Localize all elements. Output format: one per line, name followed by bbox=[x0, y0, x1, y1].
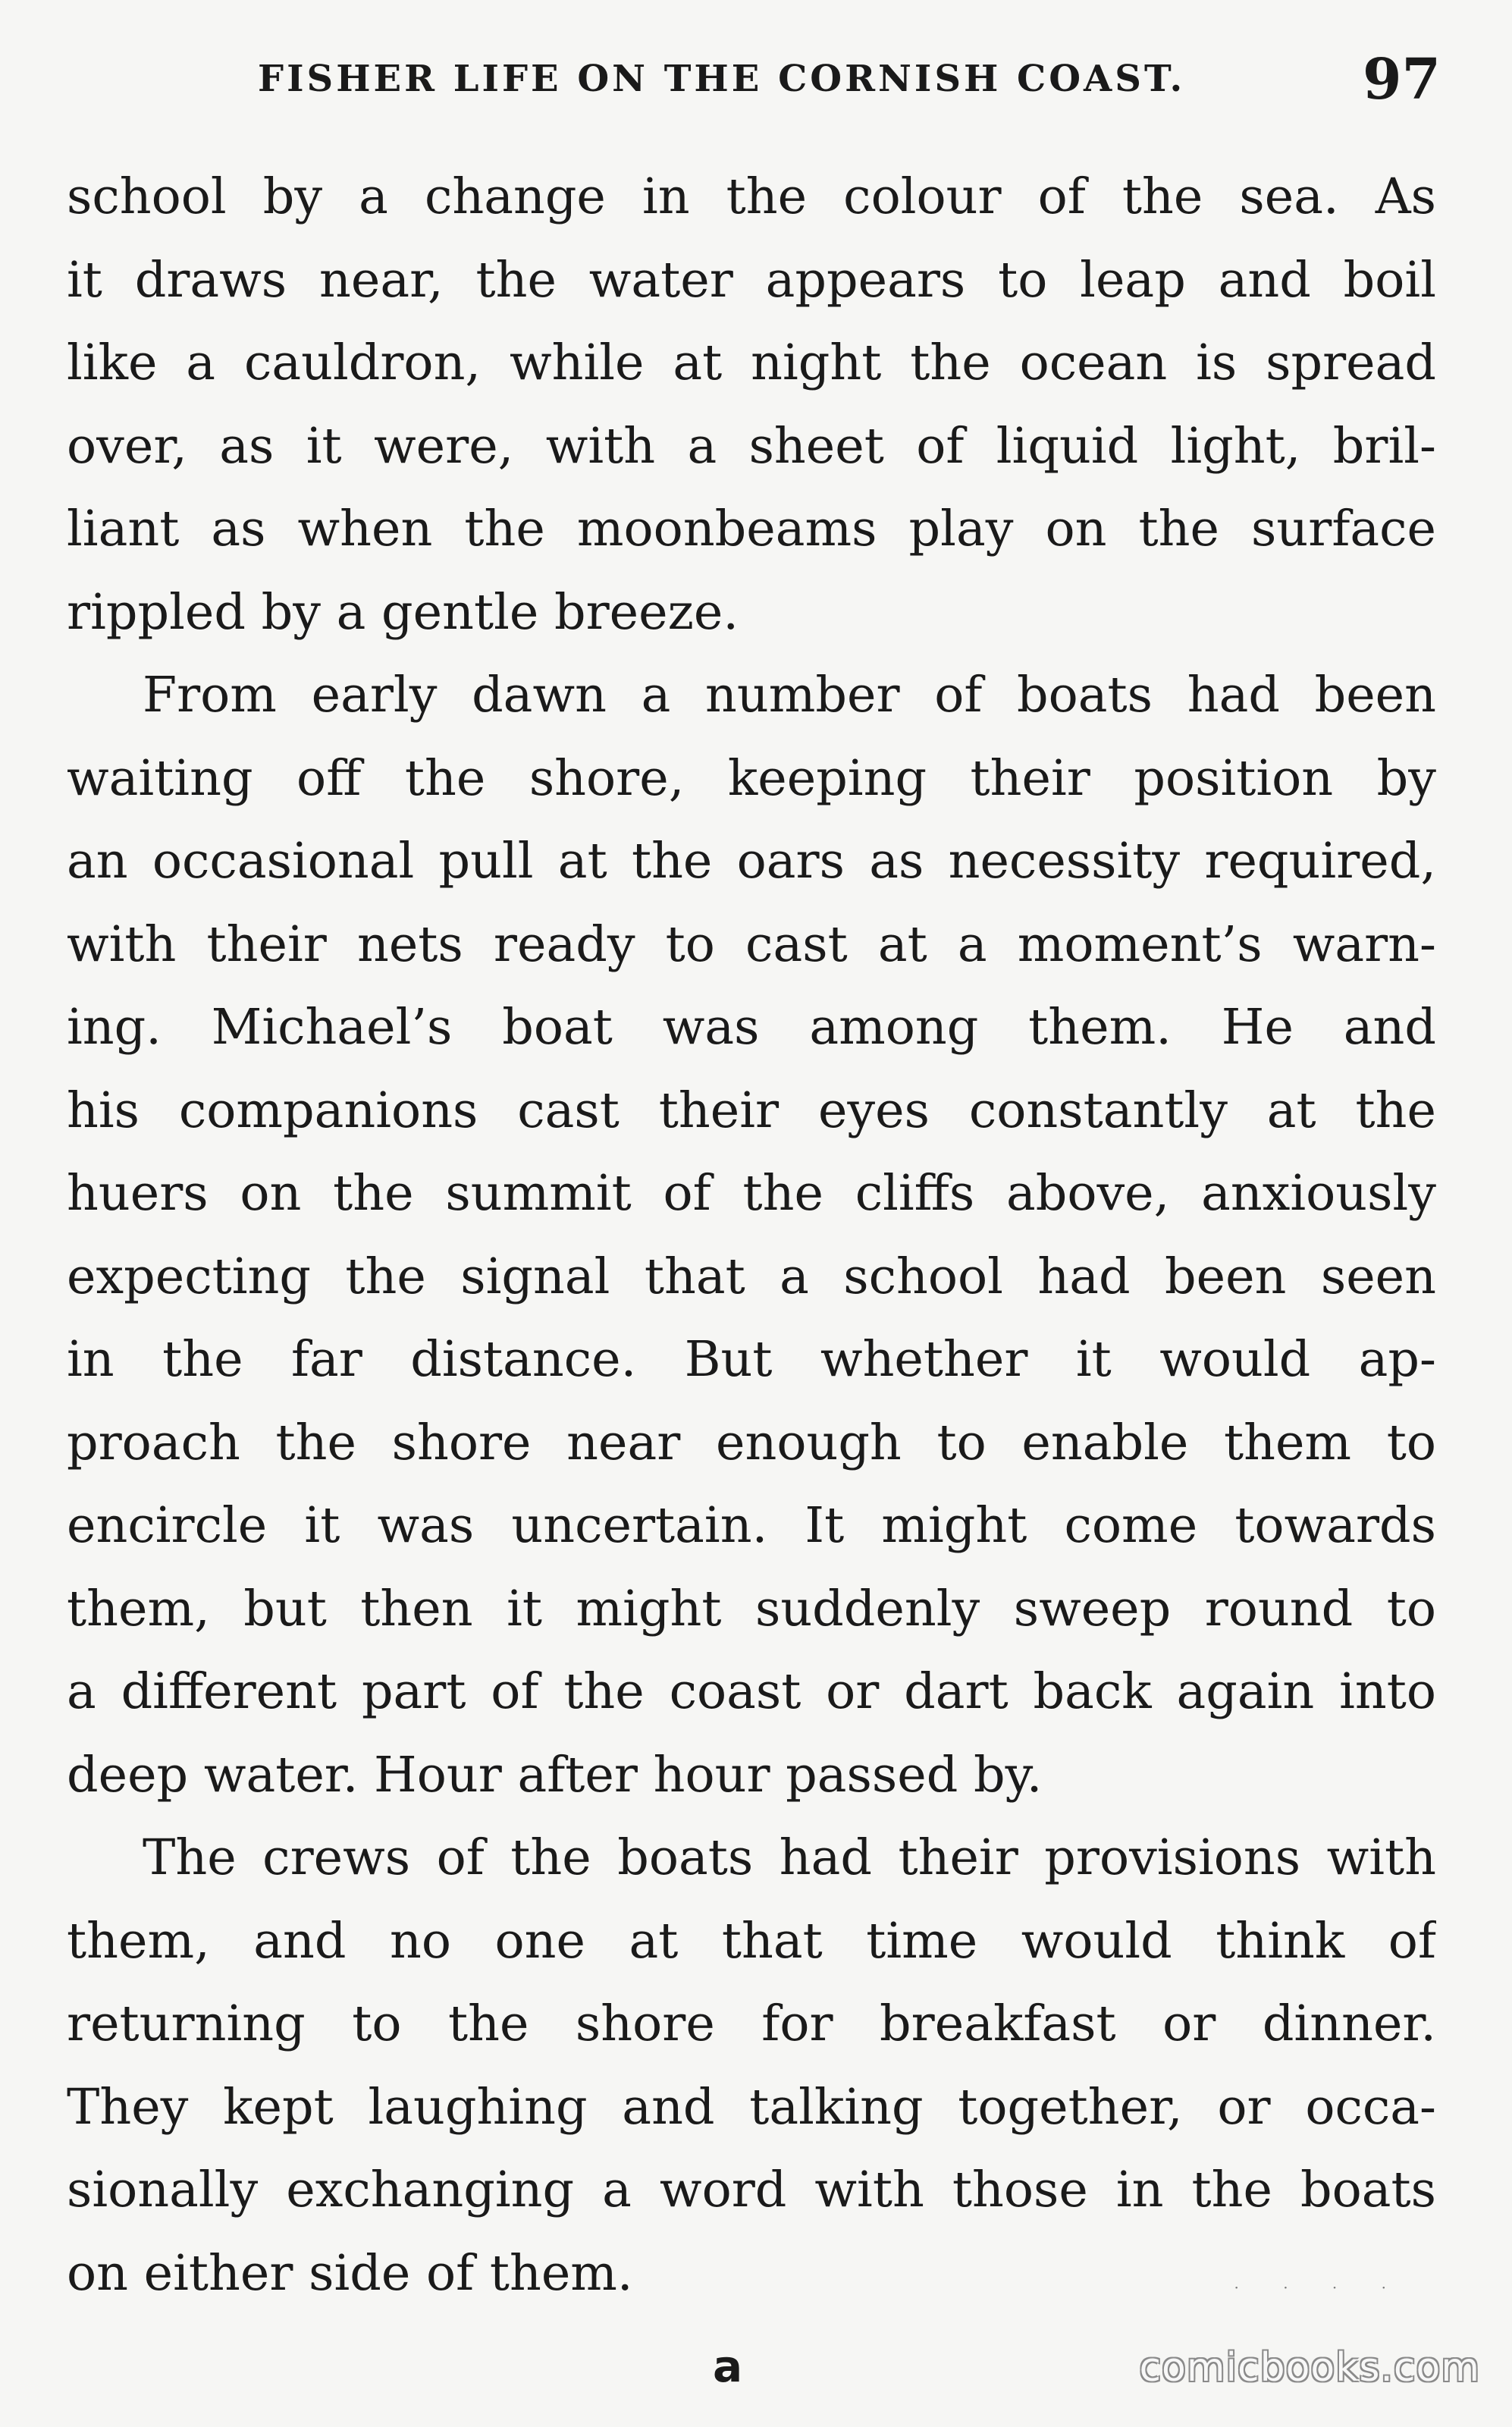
text-line: They kept laughing and talking together, or occa- bbox=[67, 2078, 1436, 2136]
text-line: over, as it were, with a sheet of liquid light, bril- bbox=[67, 417, 1436, 475]
text-line: school by a change in the colour of the sea. As bbox=[67, 168, 1436, 225]
text-line: deep water. Hour after hour passed by. bbox=[67, 1746, 1043, 1804]
text-line: like a cauldron, while at night the ocean is spread bbox=[67, 334, 1436, 391]
text-line: rippled by a gentle breeze. bbox=[67, 583, 739, 641]
text-line: his companions cast their eyes constantly at the bbox=[67, 1082, 1436, 1139]
running-title: FISHER LIFE ON THE CORNISH COAST. bbox=[258, 58, 1186, 100]
text-line: waiting off the shore, keeping their position by bbox=[67, 749, 1436, 807]
text-line: them, but then it might suddenly sweep round to bbox=[67, 1580, 1436, 1637]
text-line: ing. Michael’s boat was among them. He and bbox=[67, 999, 1436, 1056]
paragraph-start-line: From early dawn a number of boats had been bbox=[143, 667, 1436, 724]
text-line: huers on the summit of the cliffs above, anxiously bbox=[67, 1165, 1436, 1222]
text-line: on either side of them. bbox=[67, 2244, 633, 2302]
page-number: 97 bbox=[1363, 47, 1441, 112]
text-line: a different part of the coast or dart back again into bbox=[67, 1663, 1436, 1720]
text-line: proach the shore near enough to enable them to bbox=[67, 1414, 1436, 1471]
text-line: with their nets ready to cast at a moment’s warn- bbox=[67, 915, 1436, 973]
text-line: liant as when the moonbeams play on the surface bbox=[67, 501, 1436, 557]
signature-mark: a bbox=[713, 2341, 743, 2392]
print-specks: · · · · bbox=[1234, 2278, 1406, 2297]
text-line: sionally exchanging a word with those in the boats bbox=[67, 2162, 1436, 2218]
text-line: returning to the shore for breakfast or dinner. bbox=[67, 1995, 1436, 2052]
text-line: an occasional pull at the oars as necessity required, bbox=[67, 833, 1436, 890]
text-line: it draws near, the water appears to leap and boil bbox=[67, 251, 1436, 309]
text-line: expecting the signal that a school had been seen bbox=[67, 1248, 1436, 1305]
text-line: encircle it was uncertain. It might come towards bbox=[67, 1497, 1436, 1554]
running-head bbox=[258, 47, 1441, 115]
watermark: comicbooks.com bbox=[1139, 2345, 1480, 2391]
text-line: in the far distance. But whether it would ap- bbox=[67, 1331, 1436, 1388]
text-line: them, and no one at that time would think of bbox=[67, 1912, 1436, 1970]
body-text bbox=[67, 155, 1436, 2315]
paragraph-start-line: The crews of the boats had their provisions with bbox=[143, 1829, 1436, 1886]
